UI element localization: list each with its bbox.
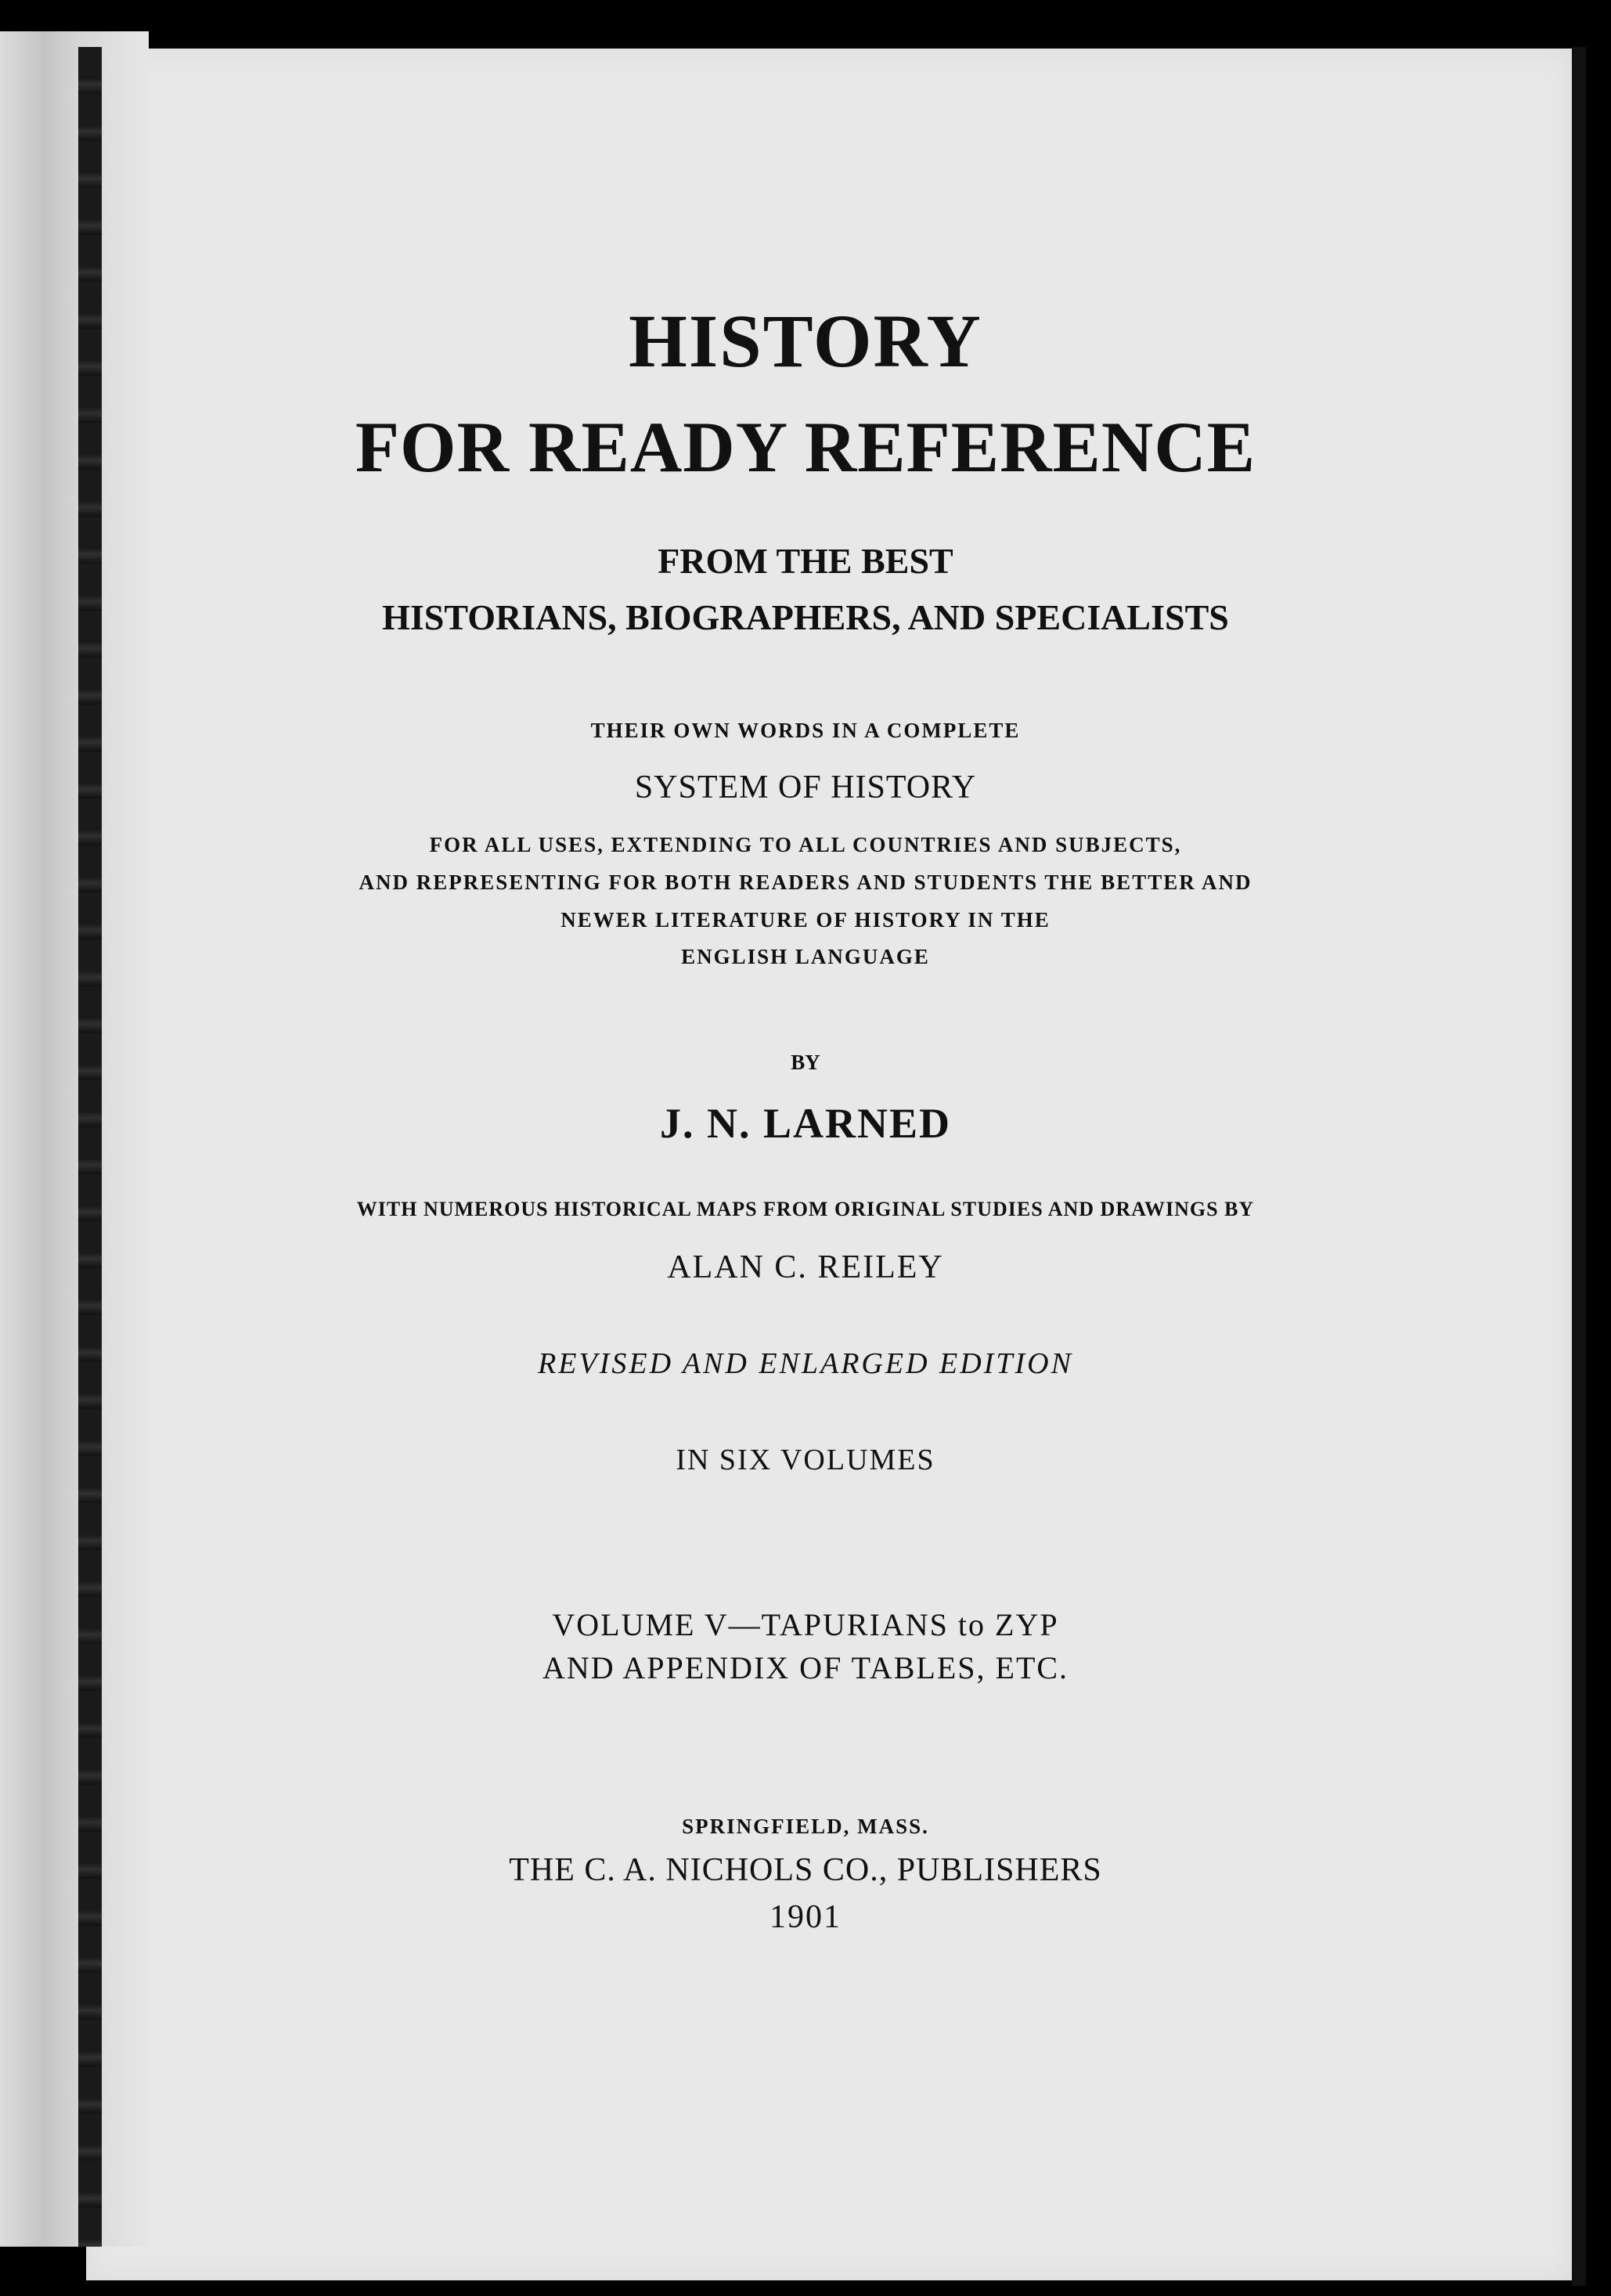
system-line: SYSTEM OF HISTORY xyxy=(634,770,977,806)
volume-line-1: VOLUME V—TAPURIANS to ZYP xyxy=(552,1607,1059,1642)
description-line-4: ENGLISH LANGUAGE xyxy=(681,945,930,968)
illustrator-name: ALAN C. REILEY xyxy=(667,1249,944,1285)
words-line: THEIR OWN WORDS IN A COMPLETE xyxy=(590,719,1021,742)
from-line-2: HISTORIANS, BIOGRAPHERS, AND SPECIALISTS xyxy=(382,597,1229,637)
from-line-1: FROM THE BEST xyxy=(658,541,953,581)
description-line-3: NEWER LITERATURE OF HISTORY IN THE xyxy=(560,908,1051,932)
volume-line-2: AND APPENDIX OF TABLES, ETC. xyxy=(542,1650,1069,1685)
volumes-line: IN SIX VOLUMES xyxy=(676,1444,935,1476)
publication-place: SPRINGFIELD, MASS. xyxy=(682,1815,929,1838)
maps-line: WITH NUMEROUS HISTORICAL MAPS FROM ORIGINAL STUDIES AND DRAWINGS BY xyxy=(356,1198,1255,1220)
publication-year: 1901 xyxy=(769,1899,842,1935)
edition-line: REVISED AND ENLARGED EDITION xyxy=(538,1347,1073,1380)
title-line-1: HISTORY xyxy=(629,299,982,383)
publisher-line: THE C. A. NICHOLS CO., PUBLISHERS xyxy=(509,1852,1102,1888)
title-line-2: FOR READY REFERENCE xyxy=(355,407,1256,487)
author-name: J. N. LARNED xyxy=(659,1100,952,1147)
description-line-1: FOR ALL USES, EXTENDING TO ALL COUNTRIES AND SUBJECTS, xyxy=(429,833,1182,856)
by-label: BY xyxy=(791,1051,820,1074)
description-line-2: AND REPRESENTING FOR BOTH READERS AND STUDENTS THE BETTER AND xyxy=(359,870,1252,894)
